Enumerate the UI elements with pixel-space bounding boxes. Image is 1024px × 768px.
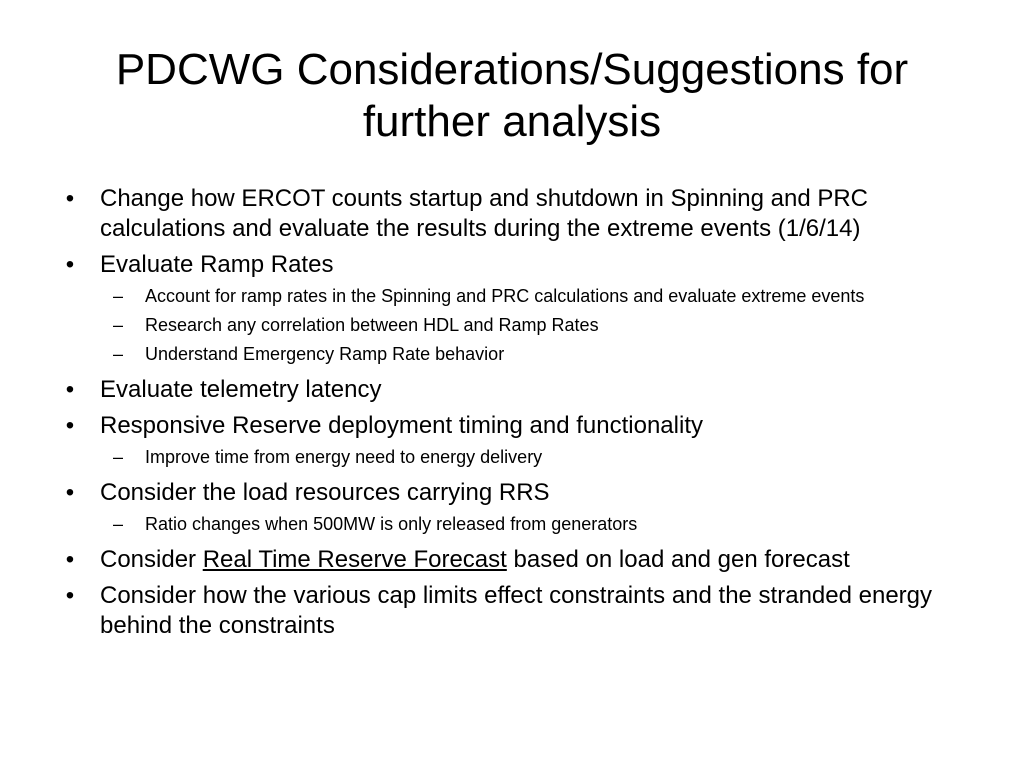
dash-icon: –	[113, 344, 124, 364]
sub-bullet-text: Research any correlation between HDL and Ramp Rates	[145, 315, 599, 335]
sub-bullet-text: Understand Emergency Ramp Rate behavior	[145, 344, 505, 364]
bullet-text-prefix: Consider	[100, 546, 203, 573]
sub-bullet-item	[100, 340, 960, 369]
sub-bullet-item	[100, 510, 960, 539]
bullet-text: Consider the load resources carrying RRS	[100, 479, 550, 506]
bullet-item	[60, 250, 960, 369]
bullet-item	[60, 184, 960, 244]
sub-bullet-item	[100, 443, 960, 472]
sub-bullet-item	[100, 311, 960, 340]
bullet-icon: •	[65, 546, 75, 573]
bullet-text: Evaluate Ramp Rates	[100, 251, 334, 278]
real-time-reserve-forecast-link[interactable]: Real Time Reserve Forecast	[202, 546, 507, 573]
sub-bullet-text: Improve time from energy need to energy delivery	[145, 447, 543, 467]
bullet-item	[60, 581, 960, 641]
bullet-icon: •	[65, 479, 75, 506]
sub-bullet-text: Account for ramp rates in the Spinning and PRC calculations and evaluate extreme events	[145, 286, 865, 306]
sub-bullet-list	[100, 510, 960, 539]
bullet-list	[60, 184, 960, 647]
bullet-icon: •	[65, 412, 75, 439]
dash-icon: –	[113, 286, 124, 306]
sub-bullet-list	[100, 443, 960, 472]
bullet-text-suffix: based on load and gen forecast	[506, 546, 850, 573]
bullet-icon: •	[65, 376, 75, 403]
bullet-icon: •	[65, 251, 75, 278]
sub-bullet-item	[100, 282, 960, 311]
slide-title: PDCWG Considerations/Suggestions for further analysis	[115, 45, 909, 146]
dash-icon: –	[113, 315, 124, 335]
dash-icon: –	[113, 447, 124, 467]
bullet-item	[60, 478, 960, 539]
bullet-text: Change how ERCOT counts startup and shutdown in Spinning and PRC calculations and evaluate the results during the extreme events (1/6/14)	[100, 185, 869, 242]
bullet-item	[60, 411, 960, 472]
sub-bullet-text: Ratio changes when 500MW is only released from generators	[145, 514, 638, 534]
bullet-text: Evaluate telemetry latency	[100, 376, 382, 403]
bullet-item	[60, 375, 960, 405]
bullet-text: Consider how the various cap limits effect constraints and the stranded energy behind the constraints	[100, 582, 933, 639]
bullet-text: Responsive Reserve deployment timing and functionality	[100, 412, 703, 439]
dash-icon: –	[113, 514, 124, 534]
sub-bullet-list	[100, 282, 960, 369]
bullet-item	[60, 545, 960, 575]
bullet-icon: •	[65, 185, 75, 212]
bullet-icon: •	[65, 582, 75, 609]
